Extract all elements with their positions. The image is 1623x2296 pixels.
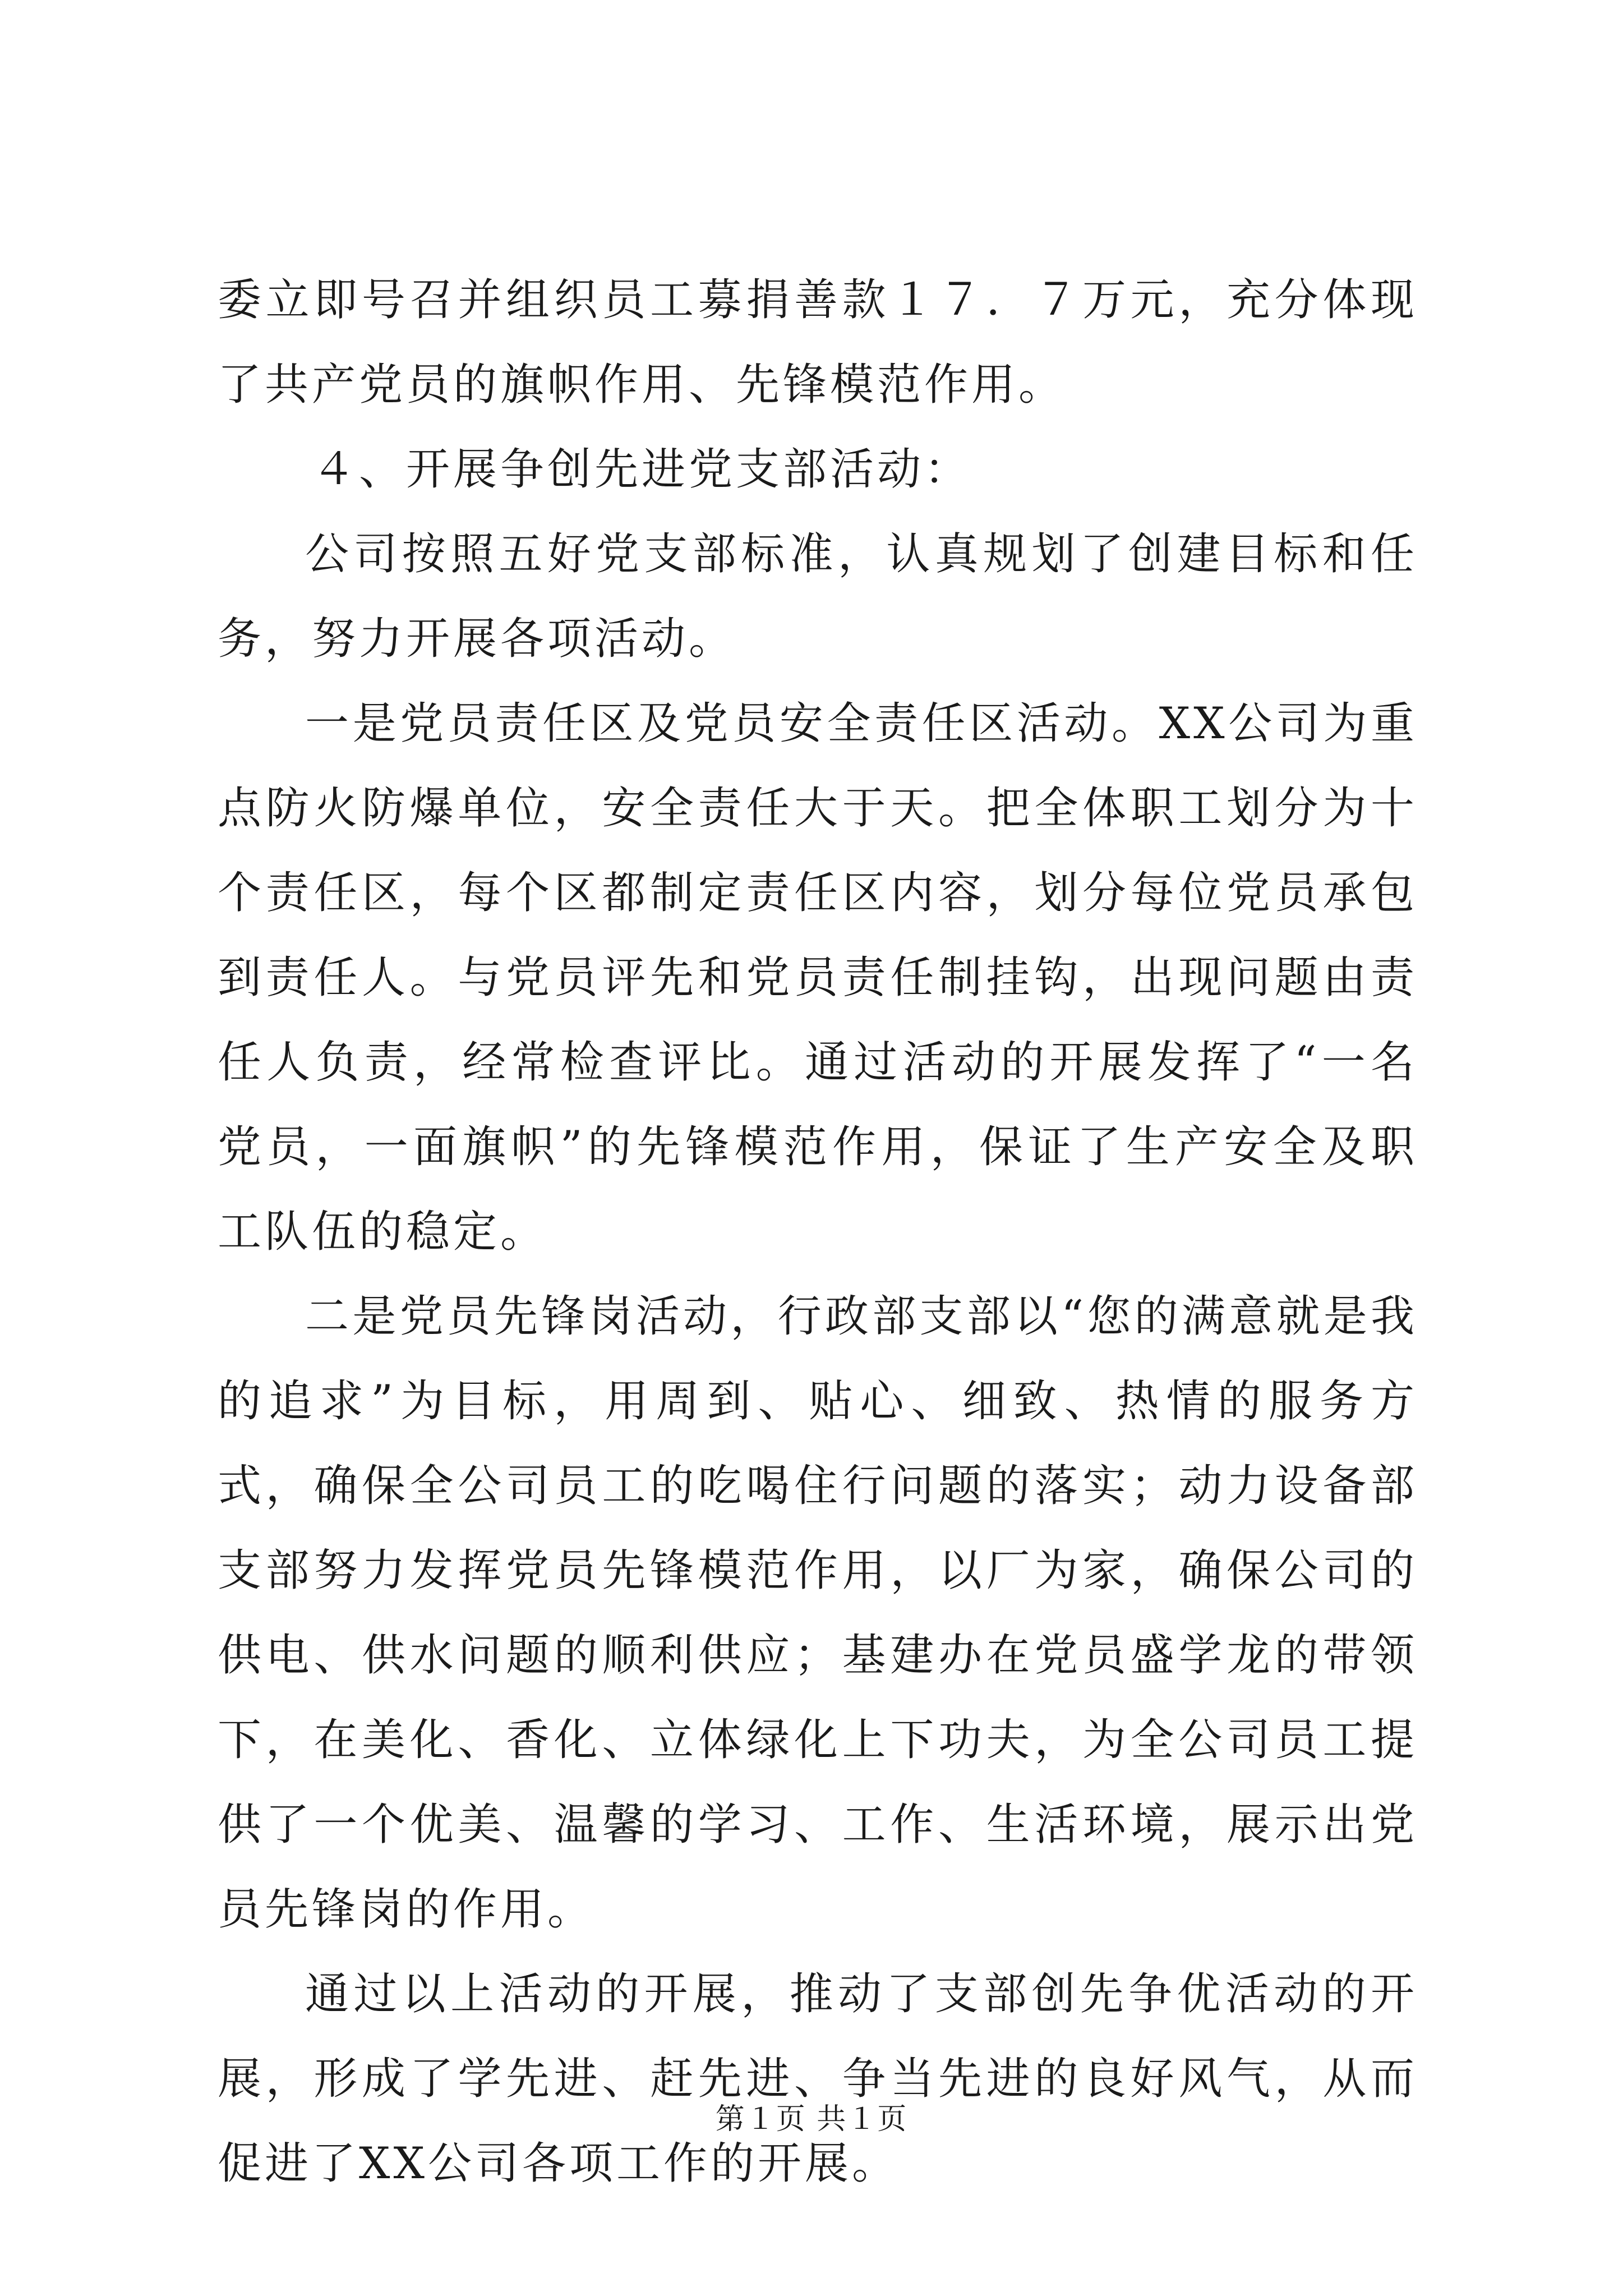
paragraph-standards: 公司按照五好党支部标准，认真规划了创建目标和任务，努力开展各项活动。 (218, 529, 1418, 664)
paragraph-responsibility-zone: 一是党员责任区及党员安全责任区活动。XX公司为重点防火防爆单位，安全责任大于天。把全体职工划分为十个责任区，每个区都制定责任区内容，划分每位党员承包到责任人。与党员评先和党员责任制挂钩，出现问题由责任人负责，经常检查评比。通过活动的开展发挥了“一名党员，一面旗帜”的先锋模范作用，保证了生产安全及职工队伍的稳定。 (218, 698, 1418, 1257)
document-body (218, 258, 1418, 2206)
page-number-footer: 第１页 共１页 (715, 2102, 908, 2136)
section-heading-4: ４、开展争创先进党支部活动： (312, 444, 972, 495)
paragraph-conclusion: 通过以上活动的开展，推动了支部创先争优活动的开展，形成了学先进、赶先进、争当先进的良好风气，从而促进了XX公司各项工作的开展。 (218, 1969, 1418, 2189)
paragraph-continued: 委立即号召并组织员工募捐善款１７．７万元，充分体现了共产党员的旗帜作用、先锋模范作用。 (218, 275, 1418, 410)
paragraph-vanguard-post: 二是党员先锋岗活动，行政部支部以“您的满意就是我的追求”为目标，用周到、贴心、细致、热情的服务方式，确保全公司员工的吃喝住行问题的落实；动力设备部支部努力发挥党员先锋模范作用，以厂为家，确保公司的供电、供水问题的顺利供应；基建办在党员盛学龙的带领下，在美化、香化、立体绿化上下功夫，为全公司员工提供了一个优美、温馨的学习、工作、生活环境，展示出党员先锋岗的作用。 (218, 1291, 1418, 1935)
